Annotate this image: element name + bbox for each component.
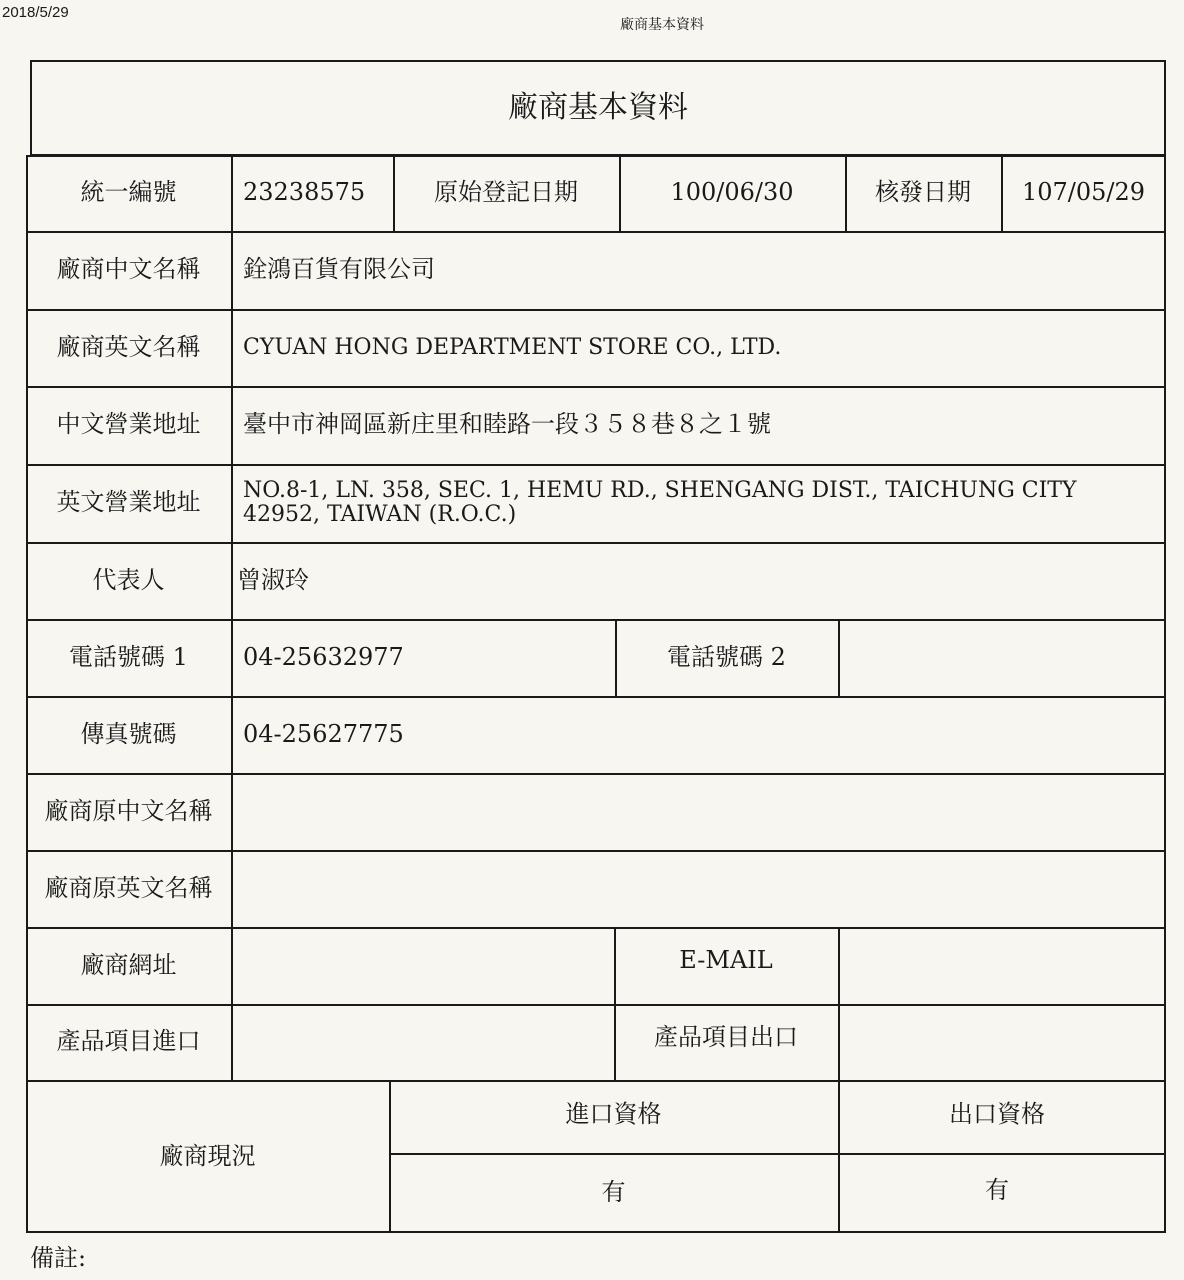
print-date: 2018/5/29 bbox=[2, 4, 69, 21]
cn-name-label: 廠商中文名稱 bbox=[56, 255, 201, 284]
import-qual-value: 有 bbox=[601, 1178, 626, 1207]
fax-label: 傳真號碼 bbox=[80, 719, 177, 748]
import-qual-label: 進口資格 bbox=[565, 1100, 662, 1129]
ban-value: 23238575 bbox=[243, 178, 366, 207]
orig-cn-name-value bbox=[231, 773, 1166, 850]
orig-en-name-value bbox=[231, 850, 1166, 927]
export-qual-label: 出口資格 bbox=[949, 1100, 1045, 1129]
phone2-value bbox=[838, 619, 1166, 696]
fax-value: 04-25627775 bbox=[243, 719, 404, 748]
ban-label: 統一編號 bbox=[80, 178, 177, 207]
issue-date-label: 核發日期 bbox=[875, 178, 971, 207]
representative-label: 代表人 bbox=[92, 565, 165, 594]
print-header-title: 廠商基本資料 bbox=[620, 16, 704, 32]
issue-date-value: 107/05/29 bbox=[1021, 178, 1146, 207]
import-items-value bbox=[231, 1004, 614, 1080]
export-items-value bbox=[838, 1004, 1166, 1080]
en-name-label: 廠商英文名稱 bbox=[56, 332, 201, 361]
phone2-label: 電話號碼 2 bbox=[667, 642, 786, 671]
remark-label: 備註: bbox=[30, 1244, 87, 1272]
email-value bbox=[838, 927, 1166, 1004]
status-label: 廠商現況 bbox=[159, 1141, 256, 1170]
email-label: E-MAIL bbox=[679, 946, 773, 975]
en-name-value: CYUAN HONG DEPARTMENT STORE CO., LTD. bbox=[243, 334, 782, 360]
en-address-value: NO.8-1, LN. 358, SEC. 1, HEMU RD., SHENGANG DIST., TAICHUNG CITY 42952, TAIWAN (R.O.C.) bbox=[243, 477, 1077, 527]
phone1-value: 04-25632977 bbox=[243, 642, 404, 671]
import-items-label: 產品項目進口 bbox=[56, 1027, 201, 1056]
phone1-label: 電話號碼 1 bbox=[69, 642, 188, 671]
orig-en-name-label: 廠商原英文名稱 bbox=[44, 873, 213, 902]
website-value bbox=[231, 927, 614, 1004]
orig-reg-date-value: 100/06/30 bbox=[670, 178, 794, 207]
orig-reg-date-label: 原始登記日期 bbox=[434, 178, 578, 207]
export-qual-value: 有 bbox=[985, 1176, 1009, 1205]
en-address-label: 英文營業地址 bbox=[56, 488, 201, 517]
form-title: 廠商基本資料 bbox=[508, 89, 688, 125]
website-label: 廠商網址 bbox=[80, 950, 177, 979]
cn-address-value: 臺中市神岡區新庄里和睦路一段３５８巷８之１號 bbox=[243, 410, 771, 439]
cn-address-label: 中文營業地址 bbox=[56, 410, 201, 439]
cn-name-value: 銓鴻百貨有限公司 bbox=[243, 255, 435, 284]
representative-value: 曾淑玲 bbox=[237, 565, 309, 594]
orig-cn-name-label: 廠商原中文名稱 bbox=[44, 796, 213, 825]
export-items-label: 產品項目出口 bbox=[654, 1023, 798, 1052]
